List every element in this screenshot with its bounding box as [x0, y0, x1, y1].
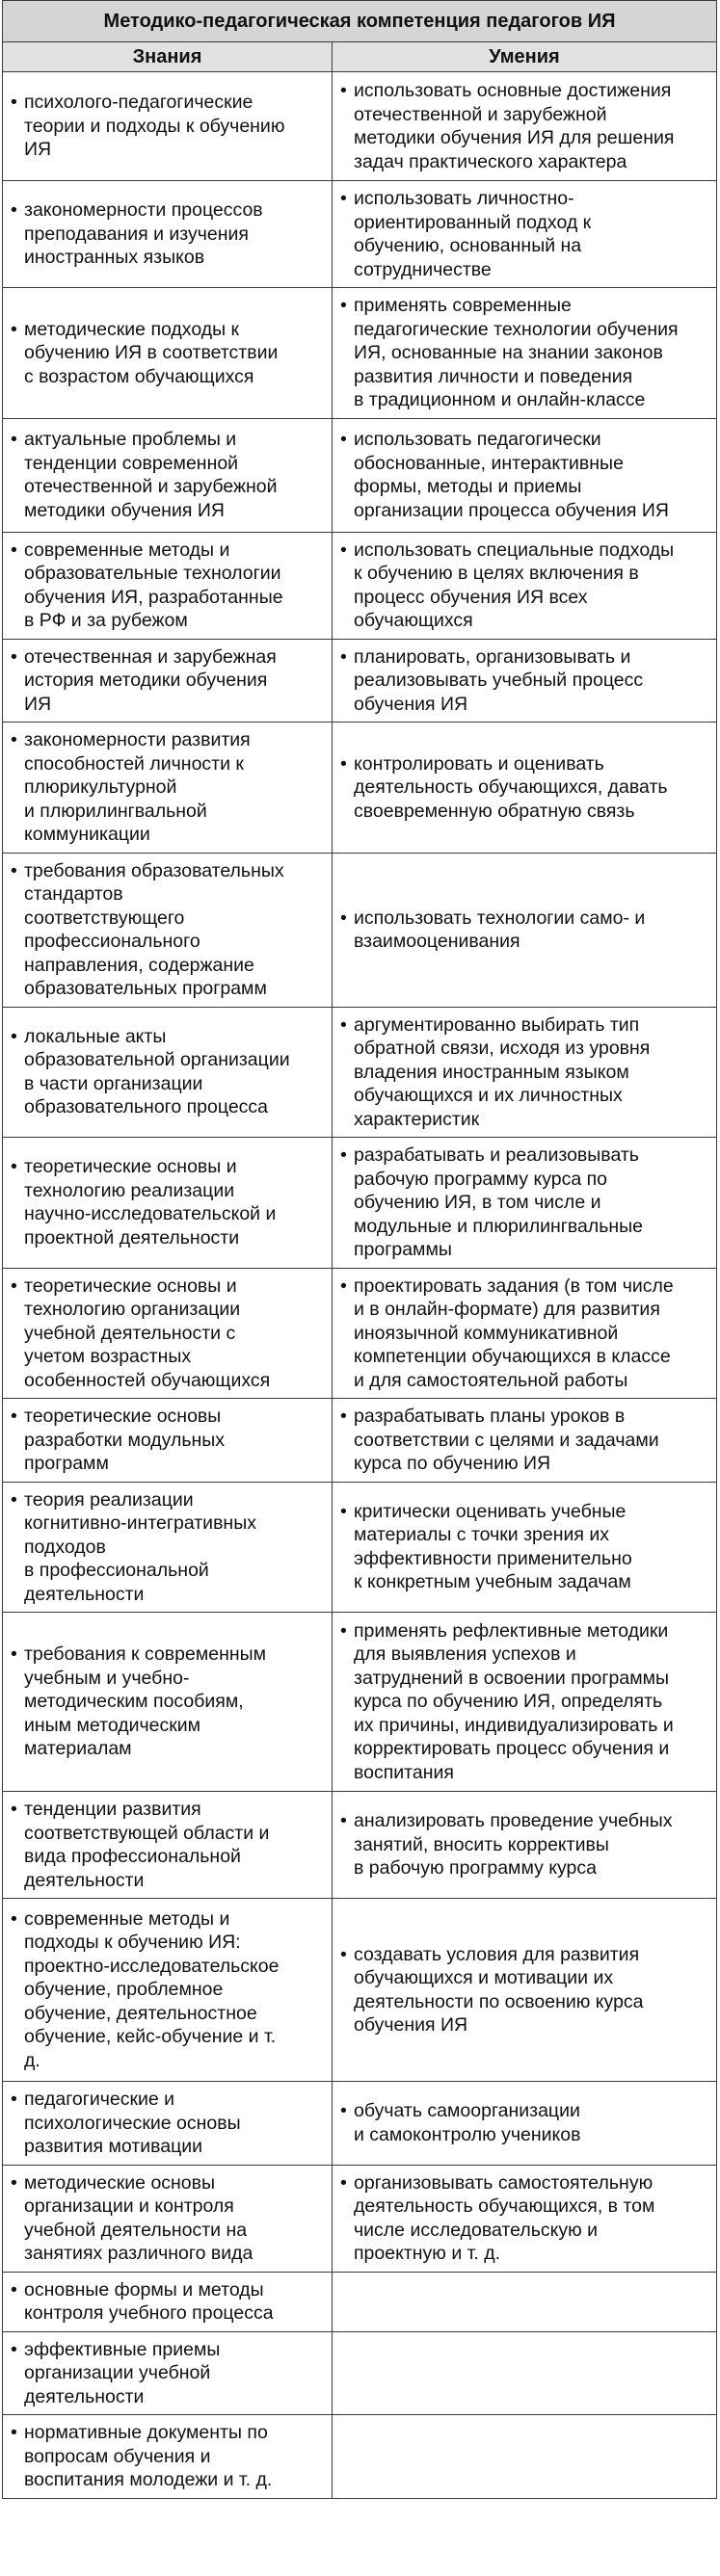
knowledge-cell: [3, 181, 333, 288]
table-row: [3, 418, 717, 532]
skill-text: разрабатывать и реализовывать рабочую программу курса по обучению ИЯ, в том числе и модульные и плюрилингвальные программы: [354, 1144, 644, 1260]
knowledge-cell: [3, 1268, 333, 1399]
skill-cell: [333, 639, 717, 723]
knowledge-cell: [3, 1007, 333, 1138]
bullet-marker: •: [11, 2338, 17, 2360]
knowledge-cell: [3, 418, 333, 532]
skill-text: разрабатывать планы уроков в соответствии с целями и задачами курса по обучению ИЯ: [354, 1406, 659, 1474]
table-row: [3, 853, 717, 1007]
header-skills: Умения: [333, 42, 717, 72]
skill-text: критически оценивать учебные материалы с точки зрения их эффективности применительно к конкретным учебным задачам: [354, 1500, 632, 1593]
knowledge-cell: [3, 639, 333, 723]
knowledge-cell: [3, 2415, 333, 2499]
skill-cell: [333, 2082, 717, 2166]
bullet-marker: •: [340, 1500, 347, 1522]
knowledge-text: эффективные приемы организации учебной деятельности: [24, 2338, 221, 2407]
bullet-marker: •: [11, 1799, 17, 1820]
table-row: [3, 1613, 717, 1792]
knowledge-text: теоретические основы разработки модульных программ: [24, 1406, 226, 1474]
knowledge-cell: [3, 1138, 333, 1269]
table-title: Методико-педагогическая компетенция педагогов ИЯ: [3, 1, 717, 42]
skill-text: создавать условия для развития обучающихся и мотивации их деятельности по освоению курса обучения ИЯ: [354, 1943, 644, 2036]
skill-text: контролировать и оценивать деятельность обучающихся, давать своевременную обратную связь: [354, 752, 668, 822]
knowledge-text: современные методы и подходы к обучению ИЯ: проектно-исследовательское обучение, проблемное обучение, деятельностное обучение, кейс-обучение и т. д.: [24, 1907, 280, 2071]
bullet-marker: •: [11, 92, 17, 114]
knowledge-text: методические подходы к обучению ИЯ в соответствии с возрастом обучающихся: [24, 318, 279, 387]
bullet-marker: •: [340, 1943, 347, 1965]
skill-text: использовать личностно- ориентированный подход к обучению, основанный на сотрудничестве: [354, 188, 592, 280]
table-row: [3, 181, 717, 288]
skill-text: использовать основные достижения отечественной и зарубежной методики обучения ИЯ для решения задач практического характера: [354, 80, 675, 172]
knowledge-cell: [3, 2082, 333, 2166]
skill-cell: [333, 853, 717, 1007]
knowledge-text: теория реализации когнитивно-интегративных подходов в профессиональной деятельности: [24, 1488, 256, 1605]
knowledge-cell: [3, 288, 333, 419]
knowledge-text: основные формы и методы контроля учебного процесса: [24, 2278, 274, 2324]
bullet-marker: •: [11, 1907, 17, 1930]
skill-text: применять современные педагогические технологии обучения ИЯ, основанные на знании законов развития личности и поведения в традиционном и онлайн-классе: [354, 295, 679, 410]
skill-text: использовать технологии само- и взаимооценивания: [354, 907, 646, 952]
table-row: [3, 288, 717, 419]
bullet-marker: •: [340, 907, 347, 929]
skill-cell: [333, 288, 717, 419]
knowledge-text: локальные акты образовательной организации в части организации образовательного процесса: [24, 1025, 290, 1118]
knowledge-cell: [3, 1613, 333, 1792]
skill-text: использовать специальные подходы к обучению в целях включения в процесс обучения ИЯ всех обучающихся: [354, 539, 675, 631]
bullet-marker: •: [340, 80, 347, 101]
bullet-marker: •: [11, 859, 17, 881]
skill-cell: [333, 1482, 717, 1613]
bullet-marker: •: [11, 645, 17, 668]
knowledge-cell: [3, 853, 333, 1007]
knowledge-text: теоретические основы и технологию организации учебной деятельности с учетом возрастных особенностей обучающихся: [24, 1275, 271, 1391]
skill-text: обучать самоорганизации и самоконтролю учеников: [354, 2100, 581, 2145]
bullet-marker: •: [11, 2089, 17, 2110]
knowledge-cell: [3, 2165, 333, 2272]
knowledge-text: теоретические основы и технологию реализации научно-исследовательской и проектной деятельности: [24, 1156, 277, 1249]
table-row: [3, 2165, 717, 2272]
bullet-marker: •: [11, 1156, 17, 1178]
bullet-marker: •: [340, 188, 347, 209]
competence-table: [2, 0, 717, 2499]
skill-cell: [333, 2415, 717, 2499]
skill-cell: [333, 1138, 717, 1269]
skill-cell: [333, 532, 717, 639]
table-row: [3, 2415, 717, 2499]
bullet-marker: •: [11, 539, 17, 561]
bullet-marker: •: [11, 729, 17, 750]
table-row: [3, 723, 717, 854]
bullet-marker: •: [340, 539, 347, 561]
table-row: [3, 532, 717, 639]
knowledge-cell: [3, 723, 333, 854]
bullet-marker: •: [340, 752, 347, 775]
header-knowledge: Знания: [3, 42, 333, 72]
bullet-marker: •: [11, 2422, 17, 2443]
skill-cell: [333, 418, 717, 532]
knowledge-cell: [3, 72, 333, 181]
bullet-marker: •: [11, 1643, 17, 1666]
bullet-marker: •: [340, 645, 347, 668]
knowledge-text: закономерности процессов преподавания и изучения иностранных языков: [24, 199, 263, 269]
skill-text: анализировать проведение учебных занятий, вносить коррективы в рабочую программу курса: [354, 1810, 673, 1879]
skill-text: планировать, организовывать и реализовывать учебный процесс обучения ИЯ: [354, 645, 644, 715]
skill-text: применять рефлективные методики для выявления успехов и затруднений в освоении программы курса по обучению ИЯ, определять их причины, индивидуализировать и корректировать процесс обучения и воспитания: [354, 1619, 674, 1783]
bullet-marker: •: [11, 2278, 17, 2300]
knowledge-text: нормативные документы по вопросам обучения и воспитания молодежи и т. д.: [24, 2422, 273, 2490]
skill-cell: [333, 1613, 717, 1792]
knowledge-cell: [3, 1899, 333, 2082]
skill-cell: [333, 723, 717, 854]
bullet-marker: •: [11, 318, 17, 340]
bullet-marker: •: [11, 1406, 17, 1427]
bullet-marker: •: [340, 1275, 347, 1297]
table-row: [3, 1138, 717, 1269]
bullet-marker: •: [11, 199, 17, 222]
table-row: [3, 2272, 717, 2331]
knowledge-cell: [3, 2272, 333, 2331]
knowledge-cell: [3, 1482, 333, 1613]
knowledge-text: психолого-педагогические теории и подходы к обучению ИЯ: [24, 92, 285, 161]
knowledge-text: тенденции развития соответствующей области и вида профессиональной деятельности: [24, 1799, 270, 1891]
skill-cell: [333, 72, 717, 181]
knowledge-text: методические основы организации и контроля учебной деятельности на занятиях различного вида: [24, 2171, 253, 2264]
bullet-marker: •: [340, 2171, 347, 2194]
bullet-marker: •: [340, 1619, 347, 1642]
bullet-marker: •: [340, 429, 347, 450]
bullet-marker: •: [340, 295, 347, 316]
knowledge-text: закономерности развития способностей личности к плюрикультурной и плюрилингвальной коммуникации: [24, 729, 251, 845]
skill-text: организовывать самостоятельную деятельность обучающихся, в том числе исследовательскую и проектную и т. д.: [354, 2171, 655, 2264]
skill-cell: [333, 2165, 717, 2272]
bullet-marker: •: [11, 1025, 17, 1047]
skill-cell: [333, 1007, 717, 1138]
skill-cell: [333, 1792, 717, 1899]
skill-cell: [333, 1399, 717, 1483]
table-row: [3, 1268, 717, 1399]
skill-cell: [333, 2272, 717, 2331]
table-row: [3, 2082, 717, 2166]
table-row: [3, 1007, 717, 1138]
table-row: [3, 72, 717, 181]
skill-text: проектировать задания (в том числе и в онлайн-формате) для развития иноязычной коммуникативной компетенции обучающихся в классе и для самостоятельной работы: [354, 1275, 674, 1391]
table-row: [3, 2331, 717, 2415]
competence-page: [2, 0, 716, 2499]
bullet-marker: •: [11, 429, 17, 450]
bullet-marker: •: [340, 1810, 347, 1832]
bullet-marker: •: [340, 2100, 347, 2122]
knowledge-text: актуальные проблемы и тенденции современной отечественной и зарубежной методики обучения ИЯ: [24, 429, 278, 521]
knowledge-cell: [3, 1399, 333, 1483]
bullet-marker: •: [11, 1488, 17, 1511]
skill-cell: [333, 1899, 717, 2082]
knowledge-text: требования образовательных стандартов соответствующего профессионального направления, содержание образовательных программ: [24, 859, 284, 999]
knowledge-text: педагогические и психологические основы развития мотивации: [24, 2089, 241, 2157]
knowledge-cell: [3, 532, 333, 639]
knowledge-text: современные методы и образовательные технологии обучения ИЯ, разработанные в РФ и за рубежом: [24, 539, 283, 631]
bullet-marker: •: [340, 1144, 347, 1166]
knowledge-cell: [3, 1792, 333, 1899]
skill-cell: [333, 181, 717, 288]
table-row: [3, 1792, 717, 1899]
table-row: [3, 639, 717, 723]
skill-cell: [333, 2331, 717, 2415]
knowledge-cell: [3, 2331, 333, 2415]
skill-cell: [333, 1268, 717, 1399]
table-row: [3, 1482, 717, 1613]
bullet-marker: •: [340, 1406, 347, 1427]
table-row: [3, 1899, 717, 2082]
bullet-marker: •: [11, 1275, 17, 1297]
table-row: [3, 1399, 717, 1483]
knowledge-text: отечественная и зарубежная история методики обучения ИЯ: [24, 645, 277, 715]
knowledge-text: требования к современным учебным и учебно- методическим пособиям, иным методическим материалам: [24, 1643, 267, 1760]
skill-text: использовать педагогически обоснованные, интерактивные формы, методы и приемы организации процесса обучения ИЯ: [354, 429, 669, 521]
skill-text: аргументированно выбирать тип обратной связи, исходя из уровня владения иностранным языком обучающихся и их личностных характеристик: [354, 1013, 651, 1130]
bullet-marker: •: [340, 1013, 347, 1036]
bullet-marker: •: [11, 2171, 17, 2194]
